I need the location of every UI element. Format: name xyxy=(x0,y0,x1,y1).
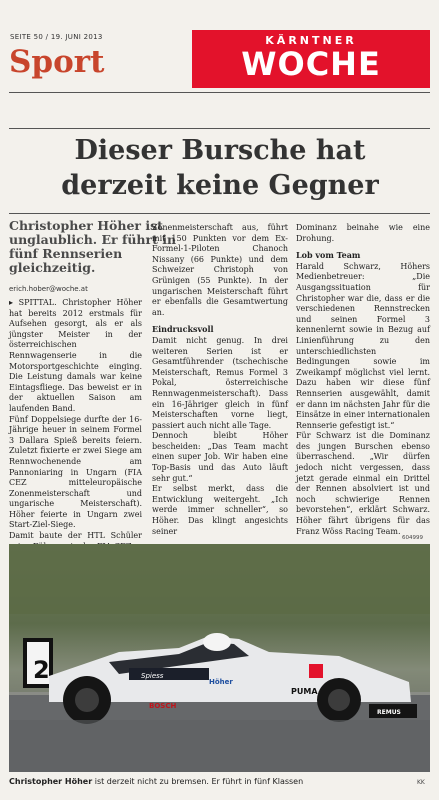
paragraph: ▸ SPITTAL. Christopher Höher hat bereits 2012 erstmals für Aufsehen gesorgt, als er als jüngster Meister in der österreichischen Rennwagenserie in die Motorsportgeschichte einging. Die Leistung damals war keine Eintagsfliege. Das beweist er in der aktuellen Saison am laufenden Band. xyxy=(9,298,142,413)
photo-caption xyxy=(9,777,430,786)
section-title: Sport xyxy=(9,44,105,80)
svg-text:Spiess: Spiess xyxy=(141,672,164,680)
paragraph: Dennoch bleibt Höher bescheiden: „Das Team macht einen super Job. Wir haben eine Top-Basis und das Auto läuft sehr gut.“ xyxy=(152,431,288,483)
paragraph: Damit baute der HTL Schüler xyxy=(9,531,142,541)
race-car-illustration xyxy=(9,544,430,772)
subheading: Eindrucksvoll xyxy=(152,324,214,335)
paragraph: Er selbst merkt, dass die Entwicklung weitergeht. „Ich werde immer schneller“, so Höher. Das klingt angesichts seiner xyxy=(152,484,288,536)
paragraph: Dominanz beinahe wie eine Drohung. xyxy=(296,223,430,243)
article-column-3 xyxy=(296,223,430,537)
logo-region: KÄRNTNER xyxy=(265,34,357,47)
race-car-photo xyxy=(9,544,430,772)
headline-divider-top xyxy=(9,128,430,129)
issue-date: SEITE 50 / 19. JUNI 2013 xyxy=(10,33,103,41)
sponsor-hoeher: Höher xyxy=(209,678,233,686)
article-code: 604999 xyxy=(402,535,423,541)
article-column-1 xyxy=(9,298,142,552)
sponsor-bosch: BOSCH xyxy=(149,702,177,710)
logo-name: WOCHE xyxy=(241,45,381,83)
sponsor-puma: PUMA xyxy=(291,687,318,696)
paragraph: Zonenmeisterschaft aus, führt mit 150 Punkten vor dem Ex-Formel-1-Piloten Chanoch Nissany (66 Punkte) und dem Schweizer Christoph von Grünigen (55 Punkte). In der ungarischen Meisterschaft führt er ebenfalls die Gesamtwertung an. xyxy=(152,223,288,317)
paragraph: Harald Schwarz, Höhers Medienbetreuer: „Die Ausgangssituation für Christopher war die, dass er die verschiedenen Rennstrecken und seinen Formel 3 kennenlernt sowie in Bezug auf Linienführung zu den unterschiedlichsten Bedingungen sowie im Zweikampf möglichst viel lernt. Dazu haben wir diese fünf Rennserien ausgewählt, damit er dann im nächsten Jahr für die Einsätze in einer internationalen Rennserie gefestigt ist.“ xyxy=(296,261,430,430)
article-column-2 xyxy=(152,223,288,537)
car-number: 2 xyxy=(33,656,50,684)
author-email[interactable]: erich.hober@woche.at xyxy=(9,285,88,293)
article-headline: Dieser Bursche hat derzeit keine Gegner xyxy=(61,135,379,201)
headline-divider-bottom xyxy=(9,213,430,214)
newspaper-logo xyxy=(192,30,430,88)
caption-name: Christopher Höher xyxy=(9,777,93,786)
paragraph: Für Schwarz ist die Dominanz des jungen Burschen ebenso überraschend. „Wir dürfen jedoch nicht vergessen, dass jetzt gerade einmal ein Drittel der Rennen absolviert ist und noch schwierige Rennen bevorstehen“, erklärt Schwarz. Höher fährt übrigens für das Franz Wöss Racing Team. xyxy=(296,431,430,536)
article-lead: Christopher Höher ist unglaublich. Er führt in fünf Rennserien gleichzeitig. xyxy=(9,218,177,275)
subheading: Lob vom Team xyxy=(296,250,361,261)
sponsor-remus: REMUS xyxy=(377,709,401,716)
photo-credit: KK xyxy=(417,779,425,786)
top-divider xyxy=(9,92,430,93)
paragraph: Fünf Doppelsiege durfte der 16-Jährige heuer in seinem Formel 3 Dallara Spieß bereits feiern. Zuletzt fixierte er zwei Siege am Rennwochenende am Pannoniaring in Ungarn (FIA CEZ mitteleuropäische Zonenmeisterschaft und ungarische Meisterschaft). Höher feierte in Ungarn zwei Start-Ziel-Siege. xyxy=(9,414,142,530)
caption-text: ist derzeit nicht zu bremsen. Er führt in fünf Klassen xyxy=(92,777,304,786)
paragraph: Damit nicht genug. In drei weiteren Serien ist er Gesamtführender (tschechische Meisterschaft, Remus Formel 3 Pokal, österreichische Rennwagenmeisterschaft). Dass ein 16-Jähriger gleich in fünf Meisterschaften vorne liegt, passiert auch nicht alle Tage. xyxy=(152,335,288,430)
